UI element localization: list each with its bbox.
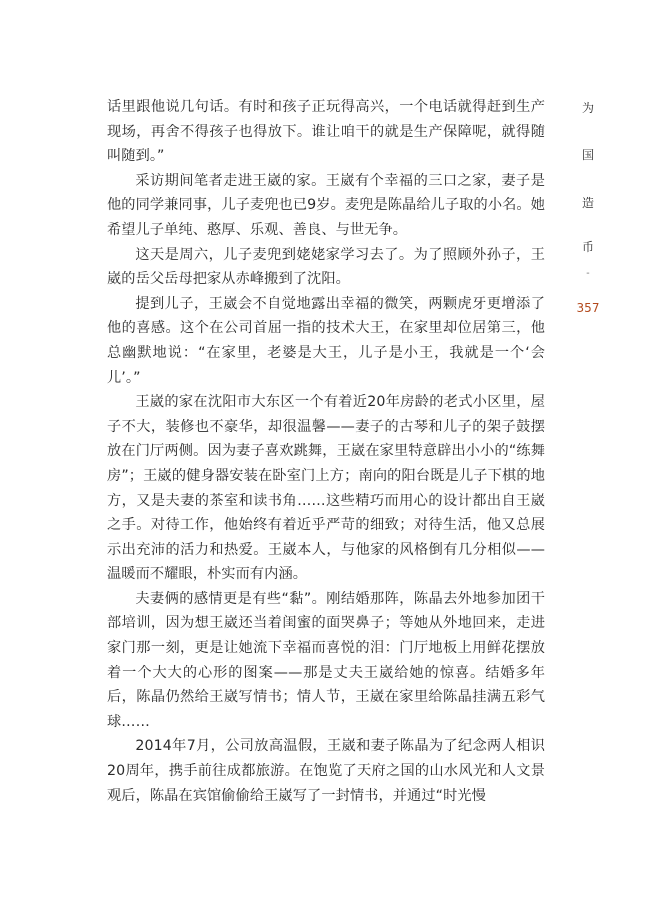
running-header-separator: - (586, 268, 590, 279)
paragraph-4: 提到儿子，王崴会不自觉地露出幸福的微笑，两颗虎牙更增添了他的喜感。这个在公司首屈一指的技术大王，在家里却位居第三，他总幽默地说：“在家里，老婆是大王，儿子是小王，我就是一个‘会儿’。” (107, 295, 545, 386)
running-title-char-4: 币 (581, 240, 594, 254)
paragraph-3: 这天是周六，儿子麦兜到姥姥家学习去了。为了照顾外孙子，王崴的岳父岳母把家从赤峰搬到了沈阳。 (107, 246, 545, 288)
paragraph-5: 王崴的家在沈阳市大东区一个有着近20年房龄的老式小区里，屋子不大，装修也不豪华，却很温馨——妻子的古琴和儿子的架子鼓摆放在门厅两侧。因为妻子喜欢跳舞，王崴在家里特意辟出小小的“练舞房”；王崴的健身器安装在卧室门上方；南向的阳台既是儿子下棋的地方，又是夫妻的茶室和读书角……这些精巧而用心的设计都出自王崴之手。对待工作，他始终有着近乎严苛的细致；对待生活，他又总展示出充沛的活力和热爱。王崴本人，与他家的风格倒有几分相似——温暖而不耀眼，朴实而有内涵。 (107, 394, 545, 583)
page-number: 357 (576, 301, 600, 315)
running-title-char-2: 国 (581, 148, 594, 162)
paragraph-6: 夫妻俩的感情更是有些“黏”。刚结婚那阵，陈晶去外地参加团干部培训，因为想王崴还当着闺蜜的面哭鼻子；等她从外地回来，走进家门那一刻，更是让她流下幸福而喜悦的泪：门厅地板上用鲜花摆放着一个大大的心形的图案——那是丈夫王崴给她的惊喜。结婚多年后，陈晶仍然给王崴写情书；情人节，王崴在家里给陈晶挂满五彩气球…… (107, 590, 545, 730)
body-text (107, 95, 545, 808)
paragraph-2: 采访期间笔者走进王崴的家。王崴有个幸福的三口之家，妻子是他的同学兼同事，儿子麦兜也已9岁。麦兜是陈晶给儿子取的小名。她希望儿子单纯、憨厚、乐观、善良、与世无争。 (107, 172, 545, 238)
paragraph-1: 话里跟他说几句话。有时和孩子正玩得高兴，一个电话就得赶到生产现场，再舍不得孩子也得放下。谁让咱干的就是生产保障呢，就得随叫随到。” (107, 99, 545, 165)
running-title-char-3: 造 (581, 196, 594, 210)
running-title-char-1: 为 (581, 101, 594, 115)
paragraph-7: 2014年7月，公司放高温假，王崴和妻子陈晶为了纪念两人相识20周年，携手前往成都旅游。在饱览了天府之国的山水风光和人文景观后，陈晶在宾馆偷偷给王崴写了一封情书，并通过“时光慢 (107, 738, 545, 804)
